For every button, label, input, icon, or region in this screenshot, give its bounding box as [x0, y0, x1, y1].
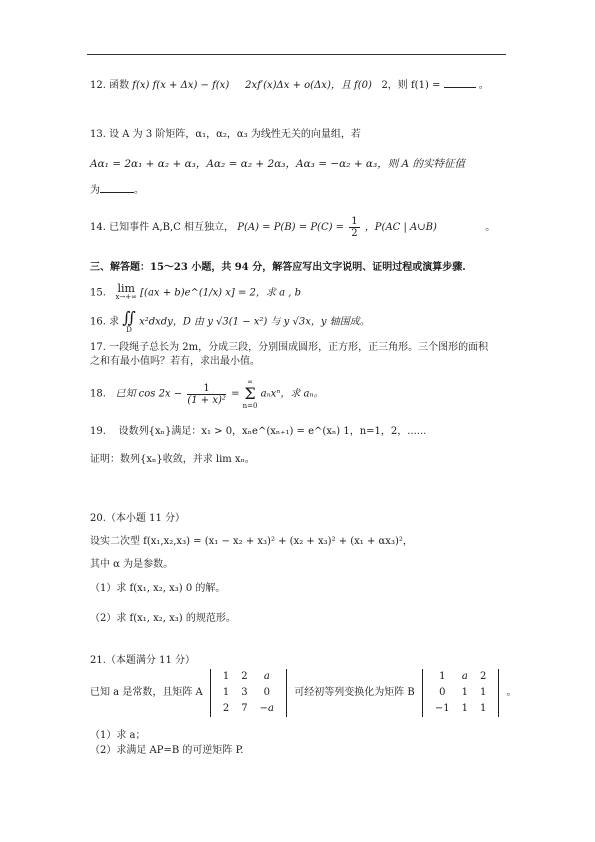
q18-sum — [243, 378, 258, 410]
q21-end: 。 — [506, 687, 517, 698]
q18-sum-top: ∞ — [247, 378, 253, 386]
q16-double-integral — [122, 310, 136, 334]
q17-line-1: 17. 一段绳子总长为 2m，分成三段，分别围成圆形，正方形，正三角形。三个图形的面积 — [90, 342, 489, 353]
q20-part-2: （2）求 f(x₁, x₂, x₃) 的规范形。 — [90, 613, 236, 624]
q14-fraction — [349, 216, 359, 239]
q17-line-2: 之和有最小值吗？若有，求出最小值。 — [90, 356, 260, 367]
q21-matrix-line — [90, 668, 517, 718]
matrix-b-cell: 1 — [480, 702, 487, 714]
q20-line-1: 设实二次型 f(x₁,x₂,x₃) = (x₁ − x₂ + x₃)² + (x₂ + x₃)² + (x₁ + αx₃)²， — [90, 536, 413, 547]
q18-frac-den: (1 + x)² — [187, 394, 226, 406]
q13-line-3-pre: 为 — [90, 185, 100, 196]
q16-expr: x²dxdy，D 由 y √3(1 − x²) 与 y √3x，y 轴围成。 — [139, 316, 370, 328]
matrix-a-cell: −a — [259, 702, 275, 714]
matrix-a-cell: 1 — [222, 686, 230, 698]
q20-line-2: 其中 α 为是参数。 — [90, 559, 174, 570]
q12-expr-1: f(x) f(x + Δx) − f(x) — [132, 80, 230, 91]
matrix-a-cell: 7 — [241, 702, 248, 714]
q18-sum-sign: Σ — [244, 384, 256, 403]
q14-post: ，P(AC | A∪B) — [364, 222, 437, 233]
q14-pre: 14. 已知事件 A,B,C 相互独立， — [90, 222, 235, 233]
q15-lim-word: lim — [117, 282, 135, 295]
matrix-a — [210, 669, 287, 717]
q18-sum-term: aₙxⁿ，求 aₙ。 — [260, 388, 324, 400]
q16-integral-domain: D — [126, 326, 132, 334]
q12-expr-3: 2，则 f(1) = — [381, 80, 441, 91]
q13-line-3 — [90, 183, 144, 198]
q19-number: 19. — [90, 426, 106, 437]
q14-expr: P(A) = P(B) = P(C) = — [237, 222, 348, 233]
q18-equals: = — [231, 388, 240, 400]
q13-line-2: Aα₁ = 2α₁ + α₂ + α₃，Aα₂ = α₂ + 2α₃，Aα₃ = −α₂ + α₃，则 A 的实特征值 — [90, 158, 465, 170]
question-15 — [90, 284, 301, 302]
q18-number: 18. — [90, 388, 106, 400]
matrix-b-cell: −1 — [434, 702, 450, 714]
matrix-a-cell: 0 — [263, 686, 271, 698]
q18-frac-num: 1 — [187, 383, 226, 395]
matrix-a-cell: 2 — [222, 702, 230, 714]
q12-answer-blank[interactable] — [444, 78, 476, 88]
header-rule — [87, 54, 506, 55]
q12-number: 12. — [90, 80, 106, 91]
q21-part-2: （2）求满足 AP=B 的可逆矩阵 P. — [90, 745, 244, 756]
matrix-b-cell: a — [461, 670, 468, 682]
q21-part-1: （1）求 a； — [90, 730, 146, 741]
q15-expr: [(ax + b)e^(1/x) x] = 2，求 a , b — [140, 287, 301, 299]
matrix-a-cell: 2 — [241, 670, 248, 682]
matrix-a-cell: 3 — [241, 686, 248, 698]
q16-integral-sign: ∬ — [122, 308, 136, 327]
q15-lim-sub: x→+∞ — [115, 293, 137, 301]
q12-expr-2: 2xf′(x)Δx + o(Δx)，且 f(0) — [245, 80, 372, 91]
q14-end: 。 — [485, 222, 496, 233]
q18-fraction — [187, 383, 226, 406]
matrix-b-cell: 1 — [461, 702, 469, 714]
q19-line-2: 证明：数列{xₙ}收敛，并求 lim xₙ。 — [90, 454, 255, 465]
matrix-b — [422, 669, 500, 717]
q20-title: 20.（本小题 11 分） — [90, 513, 185, 524]
matrix-b-cell: 1 — [439, 670, 446, 682]
q21-pre: 已知 a 是常数，且矩阵 A — [90, 687, 203, 698]
q14-frac-num: 1 — [351, 216, 358, 227]
matrix-b-cell: 1 — [480, 686, 487, 698]
q21-title: 21.（本题满分 11 分） — [90, 655, 195, 666]
question-19 — [90, 425, 426, 439]
q16-number: 16. — [90, 316, 106, 328]
q18-sum-bottom: n=0 — [242, 402, 258, 410]
q12-end: 。 — [478, 80, 489, 91]
q18-pre: 已知 cos 2x − — [115, 388, 183, 400]
q12-label: 函数 — [109, 80, 130, 91]
q13-answer-blank[interactable] — [100, 183, 134, 193]
matrix-b-cell: 2 — [480, 670, 487, 682]
question-12 — [90, 78, 489, 93]
q15-number: 15. — [90, 287, 106, 299]
question-14 — [90, 216, 495, 240]
question-18 — [90, 378, 324, 410]
q14-frac-den: 2 — [351, 228, 358, 239]
matrix-a-cell: 1 — [222, 670, 230, 682]
q14-answer-blank[interactable] — [440, 221, 482, 230]
matrix-a-cell: a — [263, 670, 270, 682]
section-3-heading: 三、解答题：15～23 小题，共 94 分，解答应写出文字说明、证明过程或演算步骤. — [90, 262, 466, 273]
matrix-b-cell: 1 — [461, 686, 469, 698]
q15-limit — [115, 284, 137, 302]
q13-line-3-end: 。 — [134, 185, 144, 196]
matrix-b-cell: 0 — [439, 686, 446, 698]
q19-line-1: 设数列{xₙ}满足：x₁ > 0，xₙe^(xₙ₊₁) = e^(xₙ) 1，n=1，2，...... — [118, 426, 427, 437]
question-16 — [90, 310, 370, 334]
q13-line-1: 13. 设 A 为 3 阶矩阵，α₁，α₂，α₃ 为线性无关的向量组，若 — [90, 129, 361, 140]
q16-pre: 求 — [109, 316, 120, 328]
q20-part-1: （1）求 f(x₁, x₂, x₃) 0 的解。 — [90, 583, 226, 594]
q21-mid: 可经初等列变换化为矩阵 B — [294, 687, 415, 698]
